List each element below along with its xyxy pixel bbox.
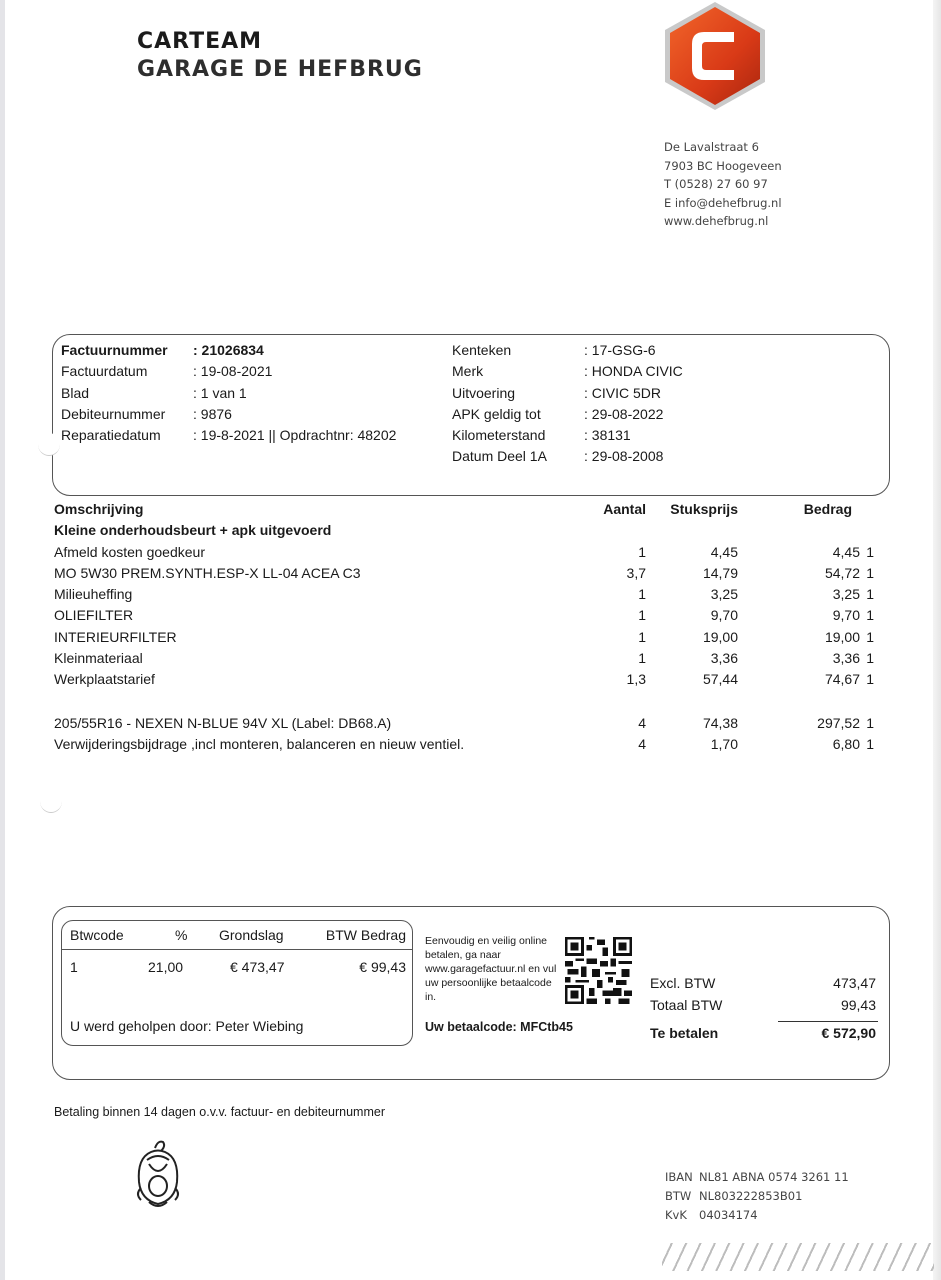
table-row — [54, 734, 884, 755]
punch-hole — [38, 433, 60, 456]
item-quantity: 1 — [638, 628, 646, 645]
address-website[interactable]: www.dehefbrug.nl — [664, 214, 769, 228]
carteam-logo-icon — [660, 0, 770, 112]
invoice-date-value: : 19-08-2021 — [193, 363, 273, 380]
address-street: De Lavalstraat 6 — [664, 140, 759, 154]
item-vat-code: 1 — [866, 586, 874, 603]
registration-date-label: Datum Deel 1A — [452, 448, 547, 465]
vat-code: 1 — [70, 959, 78, 975]
invoice-date-row — [61, 361, 396, 382]
amount-due-value: € 572,90 — [821, 1025, 876, 1041]
item-description: Milieuheffing — [54, 586, 133, 603]
item-description: Werkplaatstarief — [54, 671, 155, 688]
item-description: OLIEFILTER — [54, 607, 134, 624]
item-vat-code: 1 — [866, 735, 874, 752]
item-amount: 74,67 — [824, 671, 860, 688]
item-vat-code: 1 — [866, 607, 874, 624]
page-row — [61, 383, 396, 404]
item-quantity: 4 — [638, 714, 646, 731]
item-unit-price: 74,38 — [702, 714, 738, 731]
excl-vat-label: Excl. BTW — [650, 975, 716, 991]
page-edge-right — [933, 0, 941, 1280]
company-address — [664, 138, 782, 231]
item-description: Verwijderingsbijdrage ,incl monteren, balanceren en nieuw ventiel. — [54, 735, 465, 752]
apk-valid-row — [452, 404, 683, 425]
address-email[interactable]: E info@dehefbrug.nl — [664, 195, 782, 210]
repair-date-label: Reparatiedatum — [61, 427, 161, 444]
item-unit-price: 57,44 — [702, 671, 738, 688]
amount-due-label: Te betalen — [650, 1025, 719, 1041]
table-header — [54, 499, 884, 520]
address-city: 7903 BC Hoogeveen — [664, 158, 782, 173]
invoice-details — [61, 340, 396, 446]
kvk-row — [665, 1206, 849, 1225]
payment-terms: Betaling binnen 14 dagen o.v.v. factuur- en debiteurnummer — [54, 1105, 385, 1119]
bovag-emblem-icon — [133, 1138, 183, 1210]
item-quantity: 1 — [638, 543, 646, 560]
item-amount: 6,80 — [832, 735, 860, 752]
excl-vat-value: 473,47 — [833, 975, 876, 991]
item-unit-price: 1,70 — [710, 735, 738, 752]
apk-valid-value: : 29-08-2022 — [584, 405, 664, 422]
debtor-number-label: Debiteurnummer — [61, 405, 166, 422]
item-vat-code: 1 — [866, 543, 874, 560]
item-vat-code: 1 — [866, 714, 874, 731]
vat-header-row — [62, 921, 412, 950]
license-plate-row — [452, 340, 683, 361]
btw-value: NL803222853B01 — [699, 1189, 803, 1203]
item-vat-code: 1 — [866, 564, 874, 581]
item-amount: 4,45 — [832, 543, 860, 560]
vat-base: € 473,47 — [230, 959, 285, 975]
kvk-value: 04034174 — [699, 1208, 758, 1222]
mileage-row — [452, 425, 683, 446]
mileage-value: : 38131 — [584, 427, 631, 444]
invoice-number-row — [61, 340, 396, 361]
item-unit-price: 14,79 — [702, 564, 738, 581]
table-row — [54, 605, 884, 626]
section-title-text: Kleine onderhoudsbeurt + apk uitgevoerd — [54, 522, 332, 539]
amount-due-row — [650, 1023, 878, 1045]
vat-header-code: Btwcode — [70, 927, 124, 943]
mileage-label: Kilometerstand — [452, 427, 546, 444]
item-amount: 3,25 — [832, 586, 860, 603]
kvk-label: KvK — [665, 1208, 687, 1222]
company-name-line2: GARAGE DE HEFBRUG — [137, 57, 423, 82]
model-value: : CIVIC 5DR — [584, 384, 662, 401]
total-vat-label: Totaal BTW — [650, 996, 723, 1013]
item-quantity: 1,3 — [626, 671, 646, 688]
registration-date-row — [452, 446, 683, 467]
vat-header-percent: % — [175, 927, 188, 943]
item-amount: 297,52 — [817, 714, 860, 731]
header-description: Omschrijving — [54, 501, 144, 517]
license-plate-label: Kenteken — [452, 342, 512, 358]
totals — [650, 973, 878, 1045]
totals-divider — [778, 1021, 878, 1022]
btw-row — [665, 1187, 849, 1206]
table-row — [54, 627, 884, 648]
vat-percent: 21,00 — [148, 959, 184, 975]
make-label: Merk — [452, 363, 484, 380]
header-amount: Bedrag — [803, 501, 852, 517]
vat-table — [61, 920, 413, 1046]
page-value: : 1 van 1 — [193, 384, 247, 401]
model-row — [452, 383, 683, 404]
item-vat-code: 1 — [866, 628, 874, 645]
item-description: INTERIEURFILTER — [54, 628, 177, 645]
table-row — [54, 669, 884, 690]
vat-header-base: Grondslag — [219, 927, 284, 943]
apk-valid-label: APK geldig tot — [452, 405, 541, 422]
total-vat-value: 99,43 — [840, 996, 876, 1013]
vat-amount: € 99,43 — [359, 959, 406, 975]
company-name-line1: CARTEAM — [137, 29, 263, 54]
repair-date-value: : 19-8-2021 || Opdrachtnr: 48202 — [193, 427, 397, 444]
model-label: Uitvoering — [452, 384, 516, 401]
page-label: Blad — [61, 384, 90, 401]
debtor-number-value: : 9876 — [193, 405, 232, 422]
item-unit-price: 4,45 — [710, 543, 738, 560]
item-amount: 3,36 — [832, 650, 860, 667]
header-unit-price: Stuksprijs — [670, 501, 738, 517]
item-quantity: 1 — [638, 607, 646, 624]
helped-by: U werd geholpen door: Peter Wiebing — [70, 1018, 304, 1034]
item-description: Kleinmateriaal — [54, 650, 143, 667]
item-description: Afmeld kosten goedkeur — [54, 543, 205, 560]
decorative-hatch — [662, 1243, 934, 1271]
bank-details — [665, 1168, 849, 1225]
invoice-date-label: Factuurdatum — [61, 363, 148, 380]
page-edge-left — [0, 0, 5, 1280]
item-quantity: 1 — [638, 650, 646, 667]
item-amount: 9,70 — [832, 607, 860, 624]
iban-row — [665, 1168, 849, 1187]
qr-code-icon[interactable] — [565, 937, 632, 1004]
item-description: MO 5W30 PREM.SYNTH.ESP-X LL-04 ACEA C3 — [54, 564, 361, 581]
repair-date-row — [61, 425, 396, 446]
invoice-number-value: : 21026834 — [193, 342, 264, 358]
section-title — [54, 520, 884, 541]
header-quantity: Aantal — [603, 501, 646, 517]
debtor-number-row — [61, 404, 396, 425]
table-row — [54, 563, 884, 584]
table-row — [54, 542, 884, 563]
table-row — [54, 584, 884, 605]
table-row — [54, 713, 884, 734]
payment-instructions: Eenvoudig en veilig online betalen, ga naar www.garagefactuur.nl en vul uw persoonlijke betaalcode in. — [425, 935, 557, 1003]
item-unit-price: 3,25 — [710, 586, 738, 603]
payment-code: Uw betaalcode: MFCtb45 — [425, 1020, 573, 1034]
company-name — [137, 28, 423, 84]
item-amount: 19,00 — [824, 628, 860, 645]
item-vat-code: 1 — [866, 650, 874, 667]
iban-value: NL81 ABNA 0574 3261 11 — [699, 1170, 849, 1184]
item-unit-price: 19,00 — [702, 628, 738, 645]
item-quantity: 1 — [638, 586, 646, 603]
vat-header-amount: BTW Bedrag — [325, 927, 406, 943]
excl-vat-row — [650, 973, 878, 995]
make-value: : HONDA CIVIC — [584, 363, 683, 380]
iban-label: IBAN — [665, 1170, 693, 1184]
registration-date-value: : 29-08-2008 — [584, 448, 664, 465]
make-row — [452, 361, 683, 382]
item-unit-price: 9,70 — [710, 607, 738, 624]
item-unit-price: 3,36 — [710, 650, 738, 667]
item-quantity: 4 — [638, 735, 646, 752]
btw-label: BTW — [665, 1189, 692, 1203]
punch-hole — [40, 790, 62, 813]
line-items-table — [54, 499, 884, 755]
invoice-number-label: Factuurnummer — [61, 342, 168, 358]
vehicle-details — [452, 340, 683, 468]
item-vat-code: 1 — [866, 671, 874, 688]
total-vat-row — [650, 995, 878, 1017]
license-plate-value: : 17-GSG-6 — [584, 342, 656, 358]
address-phone: T (0528) 27 60 97 — [664, 177, 768, 191]
item-amount: 54,72 — [824, 564, 860, 581]
item-quantity: 3,7 — [626, 564, 646, 581]
table-row — [54, 648, 884, 669]
item-description: 205/55R16 - NEXEN N-BLUE 94V XL (Label: DB68.A) — [54, 714, 392, 731]
